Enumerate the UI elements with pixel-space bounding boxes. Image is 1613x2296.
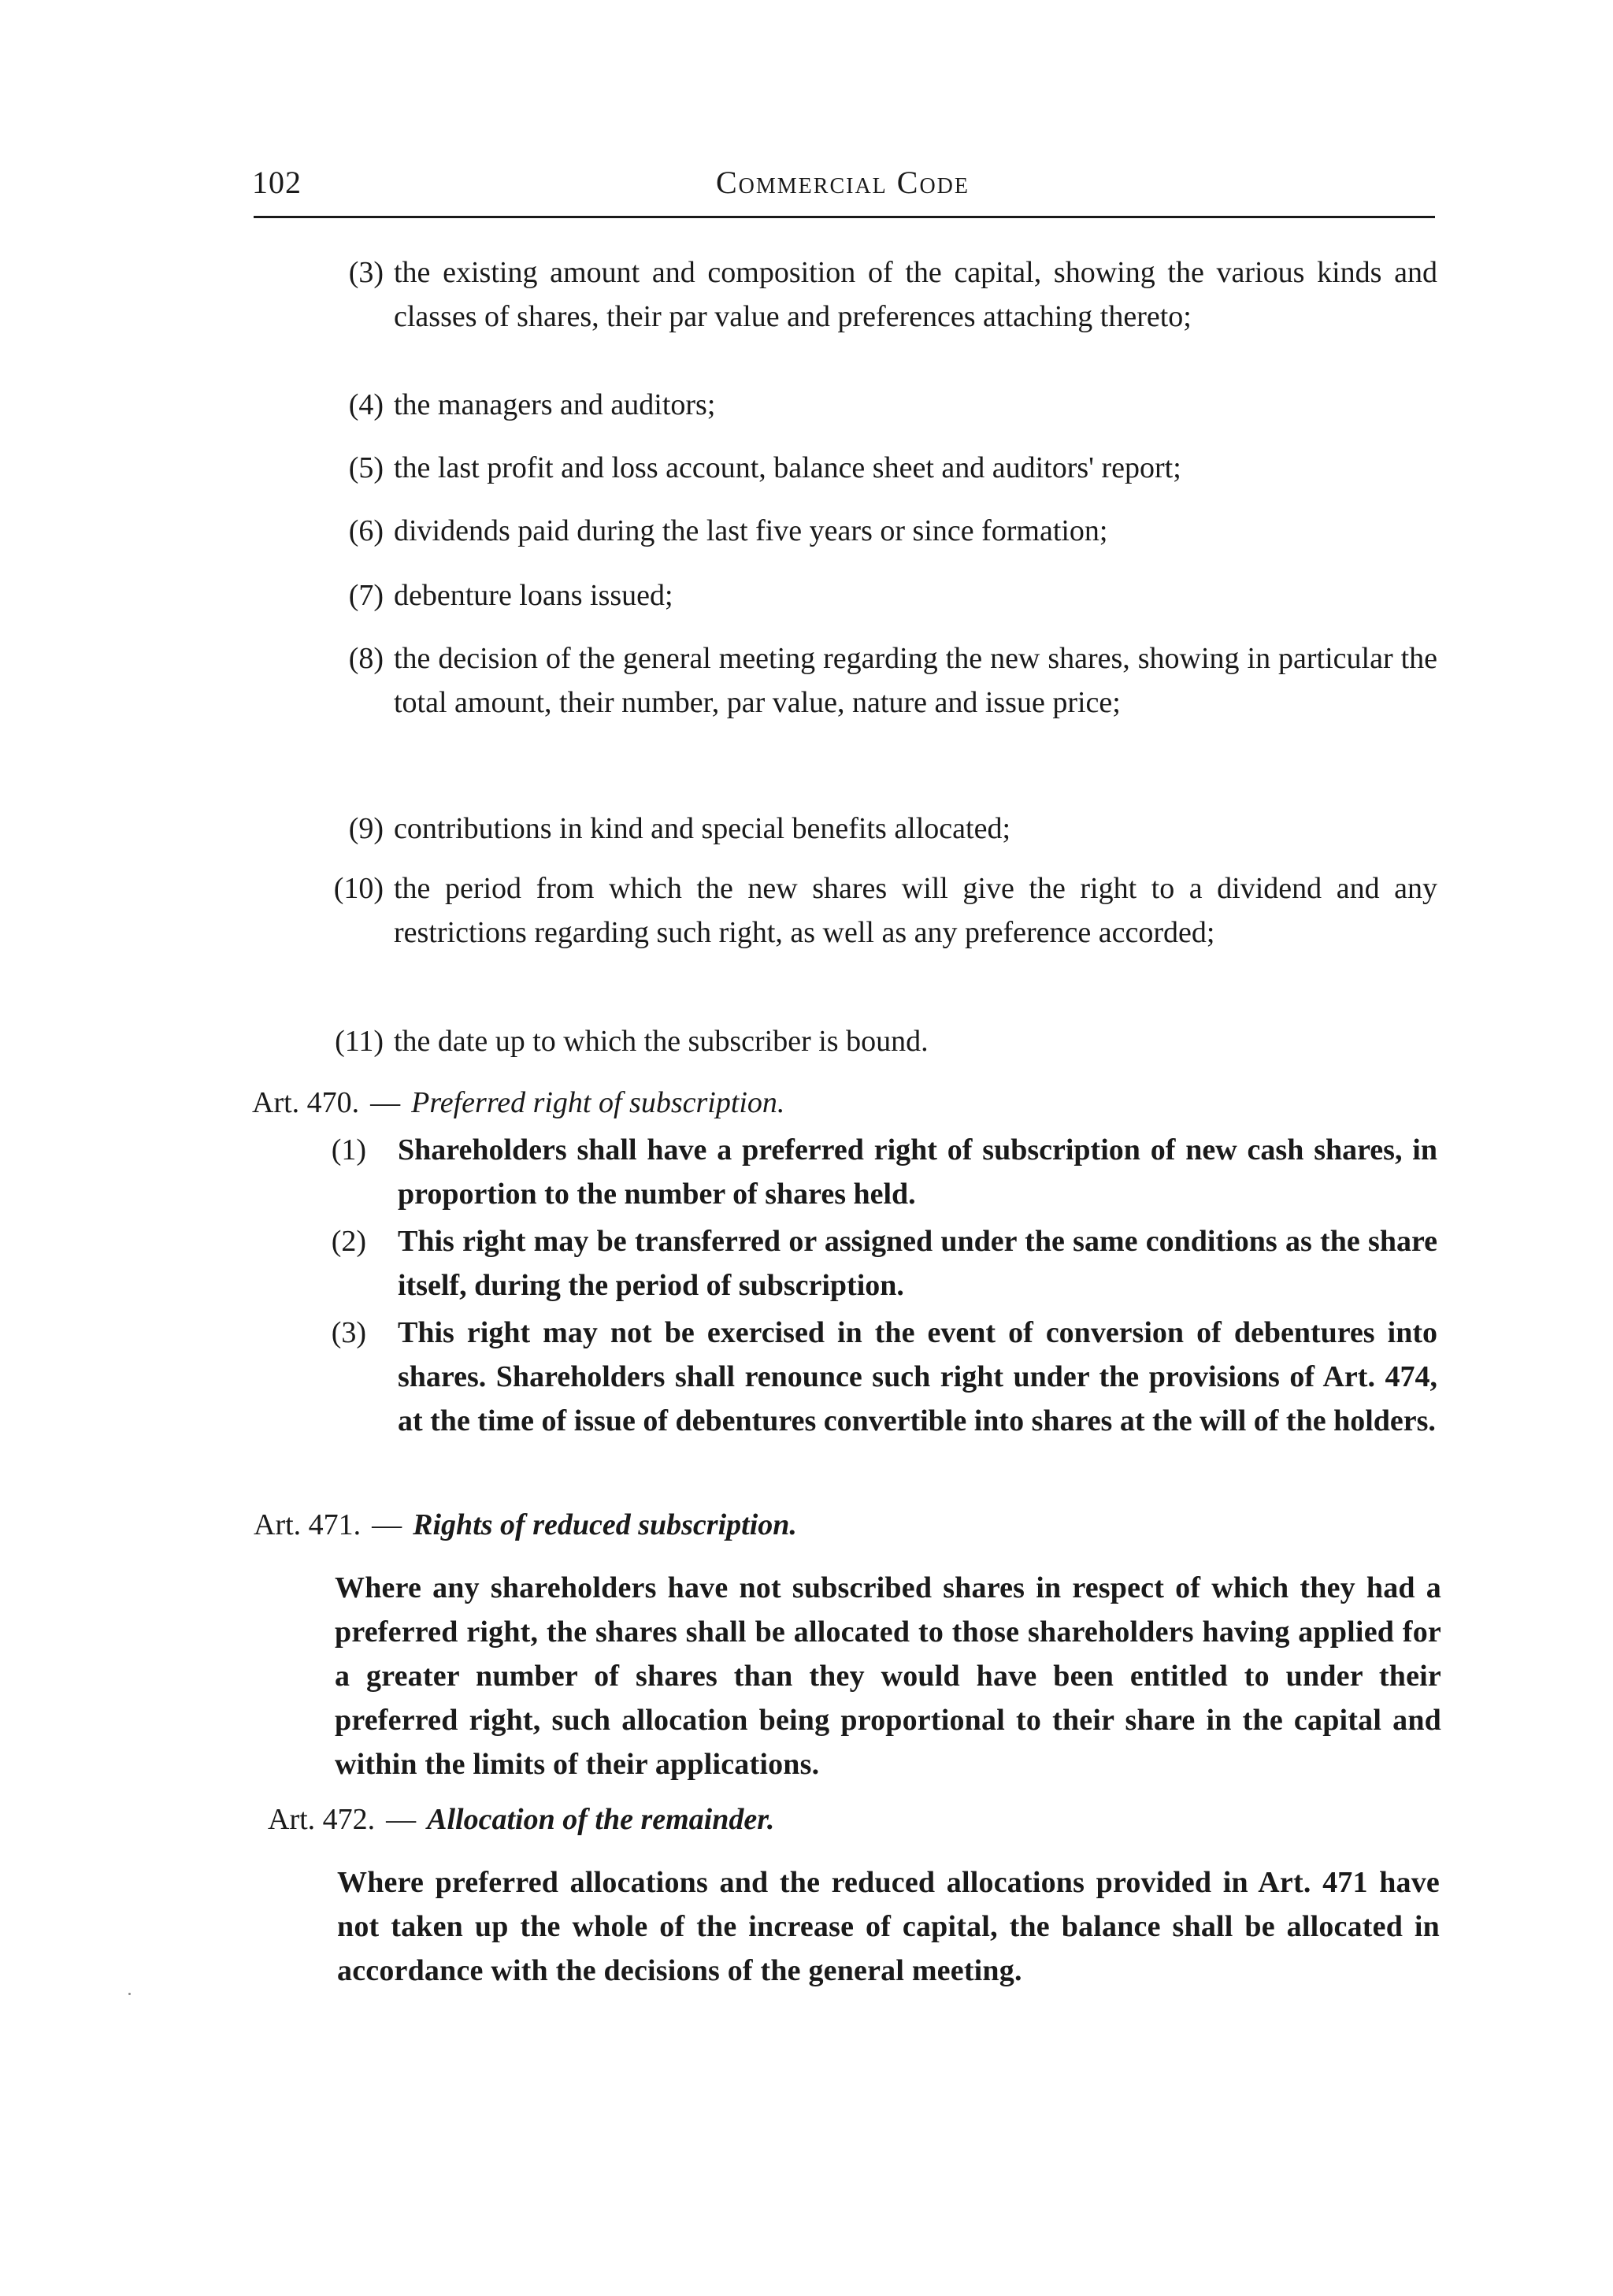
list-item-text: the managers and auditors; [394, 388, 716, 421]
scan-speck [128, 1993, 131, 1995]
article-title: Rights of reduced subscription. [413, 1508, 797, 1541]
list-item-text: the last profit and loss account, balance sheet and auditors' report; [394, 451, 1181, 484]
list-item-number: (8) [348, 642, 384, 675]
list-item-text: Shareholders shall have a preferred right of subscription of new cash shares, in proportion to the number of shares held. [398, 1133, 1437, 1211]
page-number: 102 [252, 165, 302, 200]
list-item-number: (5) [348, 451, 384, 484]
list-item-text: the date up to which the subscriber is bound. [394, 1025, 929, 1058]
list-item-text: the decision of the general meeting regarding the new shares, showing in particular the total amount, their number, par value, nature and issue price; [394, 642, 1437, 719]
article-number: Art. 470. [252, 1086, 360, 1119]
list-item-number: (6) [348, 514, 384, 547]
list-item-number: (4) [348, 388, 384, 421]
list-item-text: the period from which the new shares will give the right to a dividend and any restrictions regarding such right, as well as any preference accorded; [394, 872, 1437, 949]
list-item-number: (3) [348, 256, 384, 289]
article-title: Allocation of the remainder. [427, 1803, 775, 1836]
article-471-heading [254, 1503, 797, 1547]
list-item-text: contributions in kind and special benefits allocated; [394, 812, 1011, 845]
header-rule [254, 216, 1435, 218]
list-item-text: debenture loans issued; [394, 579, 673, 612]
article-title: Preferred right of subscription. [411, 1086, 785, 1119]
list-item-number: (7) [348, 579, 384, 612]
list-item-number: (11) [335, 1025, 384, 1058]
page-header-title: Commercial Code [715, 165, 970, 200]
article-470-heading [252, 1081, 784, 1125]
em-dash: — [386, 1803, 417, 1836]
article-number: Art. 471. [254, 1508, 362, 1541]
list-item-number: (2) [331, 1225, 366, 1258]
list-item-text: dividends paid during the last five years or since formation; [394, 514, 1108, 547]
list-item-number: (10) [333, 872, 384, 905]
article-472-body: Where preferred allocations and the reduced allocations provided in Art. 471 have not taken up the whole of the increase of capital, the balance shall be allocated in accordance with the decisions of the general meeting. [337, 1866, 1440, 1987]
list-item-text: This right may be transferred or assigned under the same conditions as the share itself, during the period of subscription. [398, 1225, 1437, 1302]
article-471-body: Where any shareholders have not subscribed shares in respect of which they had a preferred right, the shares shall be allocated to those shareholders having applied for a greater number of shares than they would have been entitled to under their preferred right, such allocation being proportional to their share in the capital and within the limits of their applications. [335, 1571, 1441, 1781]
list-item-number: (3) [331, 1316, 366, 1349]
list-item-number: (1) [331, 1133, 366, 1167]
article-number: Art. 472. [268, 1803, 376, 1836]
list-item-text: the existing amount and composition of the capital, showing the various kinds and classes of shares, their par value and preferences attaching thereto; [394, 256, 1437, 333]
article-472-heading [268, 1797, 774, 1842]
list-item-number: (9) [348, 812, 384, 845]
running-head [252, 158, 1433, 213]
em-dash: — [370, 1086, 401, 1119]
list-item-text: This right may not be exercised in the event of conversion of debentures into shares. Shareholders shall renounce such right under the provisions of Art. 474, at the time of issue of debentures convertible into shares at the will of the holders. [398, 1316, 1437, 1437]
em-dash: — [372, 1508, 402, 1541]
